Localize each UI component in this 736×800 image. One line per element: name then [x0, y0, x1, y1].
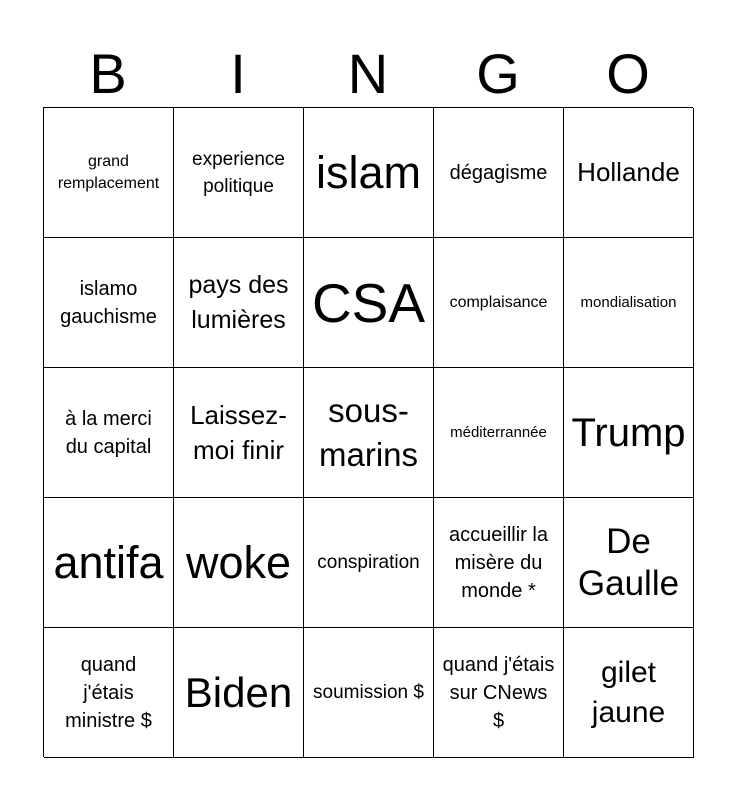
- bingo-cell[interactable]: [174, 628, 304, 758]
- header-letter-g: G: [476, 42, 520, 105]
- bingo-cell[interactable]: [434, 628, 564, 758]
- cell-text: islamo gauchisme: [60, 277, 157, 328]
- bingo-cell[interactable]: [174, 368, 304, 498]
- cell-text: experience politique: [192, 148, 285, 197]
- header-letter-o: O: [606, 42, 650, 105]
- bingo-cell[interactable]: [304, 108, 434, 238]
- bingo-header: [43, 40, 693, 108]
- bingo-cell[interactable]: [44, 498, 174, 628]
- cell-text: à la merci du capital: [65, 407, 152, 458]
- bingo-cell[interactable]: [434, 498, 564, 628]
- cell-text: quand j'étais sur CNews $: [442, 653, 555, 732]
- cell-text: Hollande: [577, 157, 680, 187]
- bingo-cell[interactable]: [304, 628, 434, 758]
- header-letter-b: B: [89, 42, 127, 105]
- bingo-cell[interactable]: [304, 498, 434, 628]
- bingo-cell[interactable]: [44, 368, 174, 498]
- bingo-cell[interactable]: [434, 108, 564, 238]
- cell-text: De Gaulle: [577, 521, 680, 603]
- cell-text: Trump: [571, 410, 686, 455]
- cell-text: Biden: [184, 668, 293, 716]
- header-letter-i: I: [230, 42, 246, 105]
- cell-text: complaisance: [449, 293, 548, 311]
- cell-text: mondialisation: [580, 293, 677, 311]
- cell-text: Laissez-moi finir: [190, 399, 287, 465]
- bingo-cell[interactable]: [564, 238, 694, 368]
- cell-text: gilet jaune: [591, 655, 666, 729]
- cell-text: grand remplacement: [57, 152, 160, 192]
- bingo-cell[interactable]: [44, 238, 174, 368]
- cell-text: conspiration: [317, 552, 420, 573]
- bingo-cell[interactable]: [434, 238, 564, 368]
- cell-text: islam: [315, 146, 421, 198]
- cell-text: woke: [185, 536, 292, 588]
- cell-text: antifa: [53, 536, 164, 588]
- cell-text: pays des lumières: [188, 270, 289, 334]
- bingo-cell[interactable]: [174, 108, 304, 238]
- bingo-cell[interactable]: [564, 368, 694, 498]
- bingo-grid: [43, 107, 693, 757]
- bingo-cell[interactable]: [434, 368, 564, 498]
- header-letter-n: N: [347, 42, 389, 105]
- cell-text: sous-marins: [318, 391, 419, 473]
- bingo-cell[interactable]: [304, 238, 434, 368]
- cell-text: soumission $: [313, 682, 424, 703]
- bingo-cell[interactable]: [174, 238, 304, 368]
- cell-text: dégagisme: [449, 161, 548, 184]
- bingo-cell[interactable]: [564, 498, 694, 628]
- cell-text: quand j'étais ministre $: [65, 653, 152, 732]
- bingo-cell[interactable]: [564, 108, 694, 238]
- bingo-cell[interactable]: [44, 628, 174, 758]
- bingo-cell[interactable]: [44, 108, 174, 238]
- bingo-cell[interactable]: [174, 498, 304, 628]
- bingo-cell[interactable]: [564, 628, 694, 758]
- cell-text: méditerrannée: [450, 423, 547, 441]
- cell-text: CSA: [311, 271, 426, 334]
- bingo-cell[interactable]: [304, 368, 434, 498]
- cell-text: accueillir la misère du monde *: [449, 523, 548, 602]
